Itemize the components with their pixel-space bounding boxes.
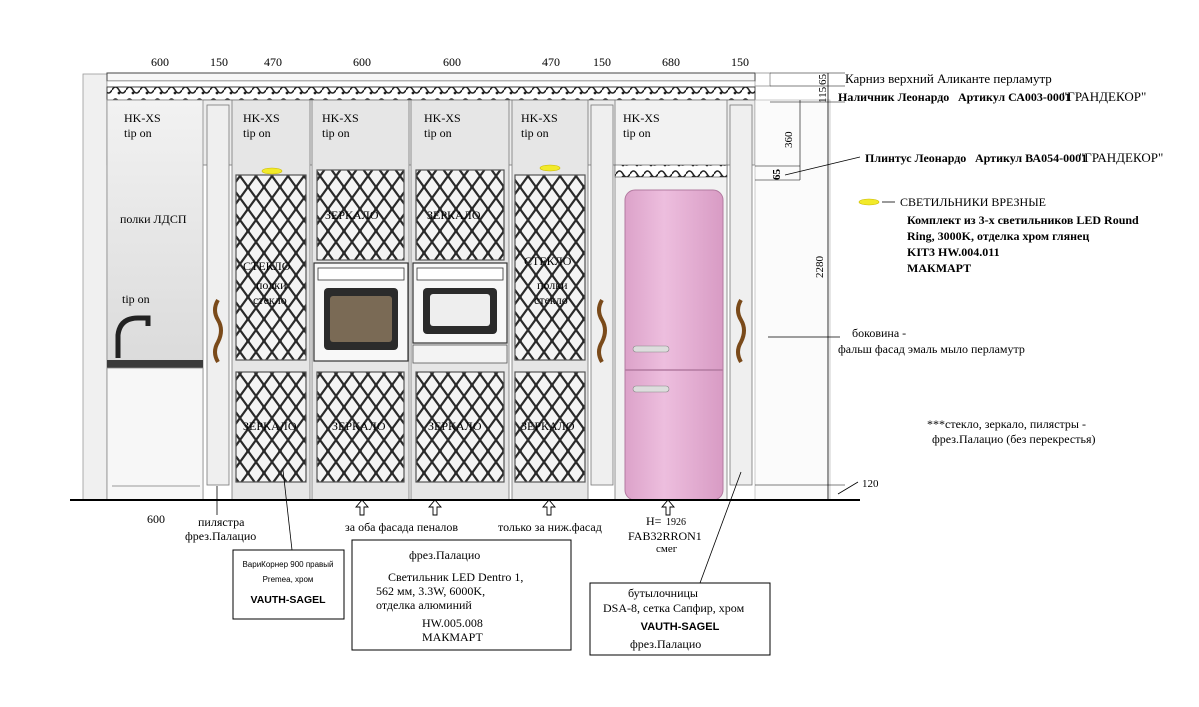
glass-shelves-left-a: полки [256, 278, 287, 292]
light-box-line-4: отделка алюминий [376, 598, 472, 612]
module-4-label-b: tip on [322, 126, 350, 140]
plinth-note-a: Плинтус Леонардо [865, 151, 967, 165]
light-box-line-3: 562 мм, 3.3W, 6000K, [376, 584, 486, 598]
both-facades-note: за оба фасада пеналов [345, 520, 459, 534]
bottle-box-brand: VAUTH-SAGEL [640, 621, 720, 633]
pilaster-note-1: пилястра [198, 515, 245, 529]
module-6-label-b: tip on [521, 126, 549, 140]
pilaster-3 [730, 105, 752, 485]
plinth-note-c: "ГРАНДЕКОР" [1079, 150, 1164, 165]
module-4 [312, 100, 409, 500]
mirror-1-label: ЗЕРКАЛО [325, 208, 379, 222]
glass-left-label: СТЕКЛО [243, 259, 291, 273]
dim-top-2: 150 [210, 55, 228, 69]
side-note-1: боковина - [852, 326, 907, 340]
dim-vertical-2280: 2280 [814, 256, 826, 278]
dim-vertical-360: 360 [783, 131, 795, 148]
fridge-model-2: смег [656, 543, 678, 555]
vauth-left-brand: VAUTH-SAGEL [250, 594, 326, 606]
module-1-label-b: tip on [124, 126, 152, 140]
vauth-left-line-1: ВариКорнер 900 правый [242, 560, 334, 569]
pilaster-2 [591, 105, 613, 485]
lights-line-4: МАКМАРТ [907, 261, 972, 275]
casing-note-b: Артикул СА003-0001 [958, 90, 1071, 104]
glass-right-label: СТЕКЛО [524, 254, 572, 268]
module-8-fridge-niche [615, 100, 727, 500]
tip-on-label: tip on [122, 292, 150, 306]
module-3-label-b: tip on [243, 126, 271, 140]
dim-vertical-65-side: 65 [771, 169, 783, 180]
fridge-model-1: FAB32RRON1 [628, 529, 702, 543]
side-note-2: фальш фасад эмаль мыло перламутр [838, 342, 1025, 356]
light-box-line-5: HW.005.008 [422, 616, 483, 630]
dim-top-9: 150 [731, 55, 749, 69]
top-dimensions [151, 55, 749, 69]
arrow-up-icon [543, 500, 555, 515]
glass-shelves-right-b: стекло [534, 293, 568, 307]
spotlight-legend-icon [859, 199, 879, 205]
cornice [107, 73, 770, 100]
lights-line-1: Комплект из 3-х светильников LED Round [907, 213, 1139, 227]
lights-title: СВЕТИЛЬНИКИ ВРЕЗНЫЕ [900, 195, 1046, 209]
dim-top-4: 600 [353, 55, 371, 69]
glass-shelves-right-a: полки [537, 278, 568, 292]
arrow-up-icon [356, 500, 368, 515]
dim-vertical-115: 115 [817, 86, 829, 103]
light-box [352, 540, 571, 650]
arrow-up-icon [429, 500, 441, 515]
fridge-handle-top [633, 346, 669, 352]
fridge-height-label: H= [646, 514, 662, 528]
module-1-label-a: HK-XS [124, 111, 161, 125]
lights-line-3: KIT3 HW.004.011 [907, 245, 1000, 259]
dim-top-3: 470 [264, 55, 282, 69]
light-box-line-2: Светильник LED Dentro 1, [388, 570, 524, 584]
module-4-label-a: HK-XS [322, 111, 359, 125]
milling-note-2: фрез.Палацио (без перекрестья) [932, 432, 1096, 446]
module-5 [411, 100, 509, 500]
fridge [625, 190, 723, 500]
module-6-label-a: HK-XS [521, 111, 558, 125]
mirror-low-4-label: ЗЕРКАЛО [521, 419, 575, 433]
fridge-handle-bottom [633, 386, 669, 392]
dim-vertical-65-top: 65 [817, 74, 829, 85]
cornice-note: Карниз верхний Аликанте перламутр [845, 71, 1052, 86]
bottle-box-line-2: DSA-8, сетка Сапфир, хром [603, 601, 745, 615]
fridge-height-value: 1926 [666, 517, 686, 528]
side-panel [755, 100, 830, 500]
module-3-label-a: HK-XS [243, 111, 280, 125]
pilaster-1 [207, 105, 229, 485]
bottle-box-footer: фрез.Палацио [630, 637, 702, 651]
glass-shelves-left-b: стекло [253, 293, 287, 307]
plinth-note-b: Артикул ВА054-0001 [975, 151, 1088, 165]
module-8-label-a: HK-XS [623, 111, 660, 125]
dim-top-6: 470 [542, 55, 560, 69]
dim-top-1: 600 [151, 55, 169, 69]
vauth-left-line-2: Premea, хром [262, 575, 314, 584]
module-5-label-a: HK-XS [424, 111, 461, 125]
dim-top-8: 680 [662, 55, 680, 69]
bottle-box-line-1: бутылочницы [628, 586, 698, 600]
dim-vertical-120: 120 [862, 478, 879, 490]
lights-line-2: Ring, 3000K, отделка хром глянец [907, 229, 1090, 243]
lower-facade-note: только за ниж.фасад [498, 520, 602, 534]
dim-top-7: 150 [593, 55, 611, 69]
spotlight-icon [540, 165, 560, 171]
light-box-line-6: МАКМАРТ [422, 630, 483, 644]
milling-note-1: ***стекло, зеркало, пилястры - [927, 417, 1086, 431]
module-5-label-b: tip on [424, 126, 452, 140]
mirror-2-label: ЗЕРКАЛО [427, 208, 481, 222]
casing-note-a: Наличник Леонардо [838, 90, 950, 104]
mirror-low-2-label: ЗЕРКАЛО [332, 419, 386, 433]
module-8-label-b: tip on [623, 126, 651, 140]
frieze-band [107, 87, 755, 100]
shelves-ldsp-label: полки ЛДСП [120, 212, 187, 226]
pilaster-note-2: фрез.Палацио [185, 529, 257, 543]
dim-top-5: 600 [443, 55, 461, 69]
casing-note-c: "ГРАНДЕКОР" [1062, 89, 1147, 104]
width-600-note: 600 [147, 512, 165, 526]
mirror-low-1-label: ЗЕРКАЛО [243, 419, 297, 433]
mirror-low-3-label: ЗЕРКАЛО [428, 419, 482, 433]
light-box-line-1: фрез.Палацио [409, 548, 481, 562]
left-wall [83, 74, 107, 500]
spotlight-icon [262, 168, 282, 174]
arrow-up-icon [662, 500, 674, 515]
